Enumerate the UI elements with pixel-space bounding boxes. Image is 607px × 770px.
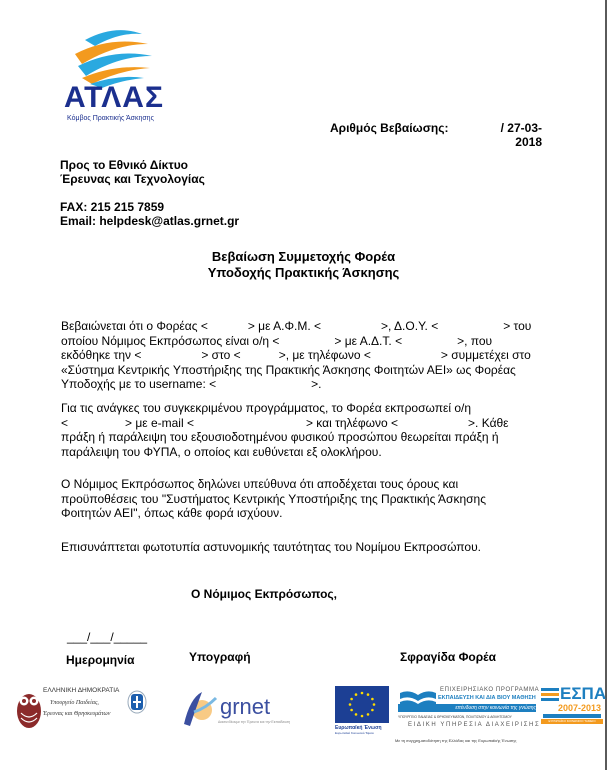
paragraph-text: > συμμετέχει στο bbox=[440, 348, 531, 362]
edu-line2: ΕΚΠΑΙΔΕΥΣΗ ΚΑΙ ΔΙΑ ΒΙΟΥ ΜΑΘΗΣΗ bbox=[438, 695, 536, 701]
recipient-email: Email: helpdesk@atlas.grnet.gr bbox=[60, 214, 240, 228]
title-line1: Βεβαίωση Συμμετοχής Φορέα bbox=[211, 249, 396, 264]
paragraph-text: < bbox=[61, 415, 69, 430]
eu-label: Ευρωπαϊκή Ένωση bbox=[335, 725, 382, 731]
edu-line1: ΕΠΙΧΕΙΡΗΣΙΑΚΟ ΠΡΟΓΡΑΜΜΑ bbox=[440, 687, 540, 693]
grnet-name: grnet bbox=[220, 694, 271, 719]
paragraph-text: Για τις ανάγκες του συγκεκριμένου προγράμματος, το Φορέα εκπροσωπεί ο/η bbox=[61, 401, 472, 415]
paragraph-text: Επισυνάπτεται φωτοτυπία αστυνομικής ταυτότητας του Νομίμου Εκπροσώπου. bbox=[61, 540, 481, 554]
edu-line5: ΕΙΔΙΚΗ ΥΠΗΡΕΣΙΑ ΔΙΑΧΕΙΡΙΣΗΣ bbox=[408, 722, 541, 728]
paragraph-text: πράξη ή παράλειψη του εξουσιοδοτημένου φυσικού προσώπου θεωρείται πράξη ή bbox=[61, 430, 499, 444]
paragraph-text: >, Δ.Ο.Υ. < bbox=[381, 319, 439, 333]
espa-logo bbox=[541, 684, 607, 725]
paragraph-declaration bbox=[61, 477, 561, 521]
espa-name: ΕΣΠΑ bbox=[560, 684, 607, 703]
eu-sub: Ευρωπαϊκό Κοινωνικό Ταμείο bbox=[335, 731, 374, 735]
atlas-logo-subtitle: Κόμβος Πρακτικής Άσκησης bbox=[67, 115, 154, 122]
espa-waves-icon bbox=[541, 687, 559, 703]
paragraph-text: «Σύστημα Κεντρικής Υποστήριξης της Πρακτικής Άσκησης Φοιτητών ΑΕΙ» ως Φορέας bbox=[61, 362, 516, 377]
title-line2: Υποδοχής Πρακτικής Άσκησης bbox=[207, 265, 400, 280]
paragraph-text: οποίου Νόμιμος Εκπρόσωπος είναι ο/η < bbox=[61, 333, 280, 348]
grnet-tagline: Διασυνδέουμε την Έρευνα και την Εκπαίδευση bbox=[218, 720, 291, 724]
recipient-address bbox=[60, 158, 239, 228]
edu-line4: ΥΠΟΥΡΓΕΙΟ ΠΑΙΔΕΙΑΣ & ΘΡΗΣΚΕΥΜΑΤΩΝ, ΠΟΛΙΤΙΣΜΟΥ & ΑΘΛΗΤΙΣΜΟΥ bbox=[398, 715, 512, 719]
paragraph-text: προϋποθέσεις του "Συστήματος Κεντρικής Υποστήριξης της Πρακτικής Άσκησης bbox=[61, 491, 486, 506]
ministry-logo bbox=[15, 685, 140, 733]
recipient-fax: FAX: 215 215 7859 bbox=[60, 200, 165, 214]
recipient-line2: Έρευνας και Τεχνολογίας bbox=[60, 172, 205, 186]
grnet-swoosh-icon bbox=[180, 688, 218, 728]
edu-line3: επένδυση στην κοινωνία της γνώσης bbox=[398, 704, 536, 712]
paragraph-text: εκδόθηκε την < bbox=[61, 348, 142, 362]
paragraph-text: >, με τηλέφωνο < bbox=[278, 348, 371, 362]
recipient-line1: Προς το Εθνικό Δίκτυο bbox=[60, 158, 189, 172]
gov-line3: Έρευνας και Θρησκευμάτων bbox=[43, 711, 111, 717]
paragraph-text: >. bbox=[311, 377, 322, 391]
paragraph-text: Βεβαιώνεται ότι ο Φορέας < bbox=[61, 319, 208, 333]
certificate-number-line1: / 27-03- bbox=[500, 121, 542, 135]
paragraph-text: > και τηλέφωνο < bbox=[305, 415, 399, 430]
paragraph-text: Υποδοχής με το username: < bbox=[61, 377, 217, 391]
stamp-label: Σφραγίδα Φορέα bbox=[400, 650, 496, 664]
atlas-logo-text: ΑΤΛΑΣ bbox=[64, 81, 164, 114]
paragraph-representative bbox=[61, 401, 561, 459]
paragraph-text: Φοιτητών ΑΕΙ", όπως κάθε φορά ισχύουν. bbox=[61, 506, 283, 520]
espa-sub: ΕΥΡΩΠΑΪΚΟ ΚΟΙΝΩΝΙΚΟ ΤΑΜΕΙΟ bbox=[541, 719, 603, 724]
paragraph-text: > με Α.Δ.Τ. < bbox=[334, 333, 403, 348]
greek-emblem-icon bbox=[127, 690, 147, 714]
paragraph-text: > του bbox=[503, 319, 532, 333]
cofunding-caption: Με τη συγχρηματοδότηση της Ελλάδας και της Ευρωπαϊκής Ένωσης bbox=[395, 738, 517, 743]
certificate-number-value bbox=[492, 121, 542, 149]
paragraph-text: > με e-mail < bbox=[125, 415, 194, 430]
certificate-number-label: Αριθμός Βεβαίωσης: bbox=[330, 121, 449, 135]
grnet-logo bbox=[180, 688, 291, 730]
eu-logo bbox=[335, 686, 393, 736]
certificate-number-line2: 2018 bbox=[515, 135, 542, 149]
signature-label: Υπογραφή bbox=[189, 650, 251, 664]
paragraph-certification bbox=[61, 319, 561, 392]
education-programme-logo bbox=[398, 685, 541, 737]
paragraph-text: Ο Νόμιμος Εκπρόσωπος δηλώνει υπεύθυνα ότι αποδέχεται τους όρους και bbox=[61, 477, 459, 491]
owl-icon bbox=[15, 687, 43, 729]
paragraph-text: >. Κάθε bbox=[468, 415, 509, 430]
paragraph-text: >, που bbox=[457, 333, 493, 348]
espa-flags-bar bbox=[543, 714, 601, 718]
gov-line1: ΕΛΛΗΝΙΚΗ ΔΗΜΟΚΡΑΤΙΑ bbox=[43, 687, 120, 694]
legal-representative-label: Ο Νόμιμος Εκπρόσωπος, bbox=[191, 587, 337, 601]
paragraph-text: παράλειψη του ΦΥΠΑ, ο οποίος και ευθύνεται εξ ολοκλήρου. bbox=[61, 444, 382, 459]
paragraph-attachment bbox=[61, 540, 561, 555]
paragraph-text: > με Α.Φ.Μ. < bbox=[247, 319, 322, 333]
gov-line2: Υπουργείο Παιδείας, bbox=[50, 700, 99, 706]
date-placeholder: ___/___/_____ bbox=[67, 630, 148, 644]
eu-flag-icon bbox=[335, 686, 389, 723]
document-title bbox=[0, 249, 607, 281]
date-label: Ημερομηνία bbox=[66, 653, 135, 667]
paragraph-text: > στο < bbox=[201, 348, 241, 362]
espa-years: 2007-2013 bbox=[558, 703, 602, 713]
